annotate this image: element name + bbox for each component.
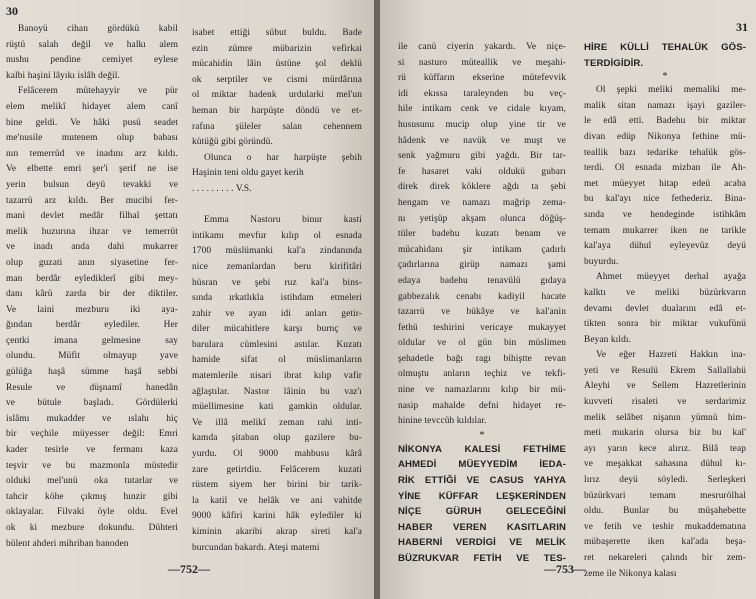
- text-line: oklayalar. Filvaki öyle oldu. Evel: [6, 507, 178, 518]
- text-line: mücahidin lâin üstüne şol deklü: [192, 59, 362, 70]
- left-page-number: 30: [6, 4, 18, 18]
- text-line: ve bütule başladı. Gördülerki: [6, 398, 178, 409]
- text-line: ve fetih ve teshir mukaddematına: [584, 521, 746, 532]
- text-line: sında ve hendeginde istihkâm: [584, 209, 746, 220]
- text-line: Ol şepki meliki memaliki me-: [596, 85, 746, 96]
- section-heading-line: HABERNİ VERDİGİ VE MELİK: [398, 537, 566, 549]
- text-line: kalbi haşini lâyıkı islâh değil.: [6, 70, 120, 81]
- text-line: nushu pendine cemiyet eylese: [6, 55, 178, 66]
- text-line: kalktı ve meliki büzürkvarın: [584, 287, 746, 298]
- text-line: ok serptiler ve cismi mürdârına: [192, 74, 362, 85]
- text-line: Emma Nastoru binur kasti: [204, 215, 362, 226]
- text-line: ve inadı anda dahi mukarrer: [6, 242, 178, 253]
- right-page-footer-number: —753—: [544, 562, 586, 576]
- text-line: idi ekıssa taraleynden bu veç-: [398, 88, 566, 99]
- text-line: sında ırkatlıkla istihdam etmeleri: [192, 293, 362, 304]
- text-line: burcundan bakardı. Ateşi matemi: [192, 542, 320, 553]
- text-line: ret nekareleri çalındı bir zem-: [584, 553, 746, 563]
- section-heading: [584, 40, 746, 71]
- section-heading-line: YİNE KÜFFAR LEŞKERİNDEN: [398, 490, 566, 502]
- section-heading-line: HABER VEREN KASITLARIN: [398, 521, 566, 533]
- text-line: bine geldi. Ve hâki pusü seadet: [6, 117, 178, 128]
- text-line: olmuştu anların teçhiz ve tekfi-: [398, 369, 566, 380]
- text-line: melik huzurına ihzar ve temerrüt: [6, 226, 178, 237]
- text-line: teallik bazı tedarike tehalük gös-: [584, 147, 746, 158]
- text-line: tüler badehu kuzatı benam ve: [398, 229, 566, 240]
- text-line: isabet ettiği sübut buldu. Bade: [192, 28, 362, 38]
- text-line: mani devlet medâr filhal şettatı: [6, 211, 178, 222]
- section-heading-line: NİÇE GÜRUH GELECEĞİNİ: [398, 506, 566, 518]
- text-line: 1700 müslümanki kal'a zindanında: [192, 246, 362, 257]
- text-line: ok ki mezbure dokundu. Dühteri: [6, 523, 178, 533]
- text-line: Beyan kıldı.: [584, 334, 632, 345]
- text-line: meti mukarin olursa biz bu kal': [584, 428, 746, 439]
- text-line: edaya badehu tenavülü gıdaya: [398, 275, 566, 286]
- text-line: kader tesirle ve fermanı kaza: [6, 445, 178, 456]
- text-line: tikten sonra bir miktar vukufünü: [584, 319, 746, 330]
- text-line: olundu. Müfit olmayup yave: [6, 351, 178, 362]
- right-page-column-1: [398, 40, 566, 567]
- text-line: rafına şüleler salan cehennem: [192, 121, 362, 132]
- left-page-footer-number: —752—: [168, 562, 210, 576]
- text-line: 9000 kâfiri karini hâk eylediler ki: [192, 511, 362, 522]
- text-line: diler mücahitlere karşı burnç ve: [192, 324, 362, 335]
- text-line: kamda şitaban olup gazilere bu-: [192, 433, 362, 444]
- text-line: Felâcerem mütehayyir ve pür: [18, 86, 178, 97]
- text-line: le edâ etti. Badehu bir miktar: [584, 116, 746, 127]
- text-line: rüstem siyem her birini bir tarik-: [192, 480, 362, 491]
- text-line: melik selâbet nişanın yümnü him-: [584, 412, 746, 423]
- text-line: la katil ve helâk ve ani vahitde: [192, 495, 362, 506]
- text-line: ağlaştılar. Nastor lâinin bu vaz'ı: [192, 386, 362, 397]
- text-line: şehadetle bağı ragı bihiştte revan: [398, 353, 566, 364]
- text-line: Ve illâ melikî zeman rahi inti-: [192, 417, 362, 428]
- text-line: Aleyhi ve Sellem Hazretlerinin: [584, 381, 746, 392]
- text-line: gülüğa haşâ sümme haşâ sebbi: [6, 367, 178, 378]
- section-heading: [398, 442, 566, 567]
- text-line: büzürkvari temam mesrurölhal: [584, 490, 746, 501]
- text-line: mücahidanı şir intikam çadırlı: [398, 244, 566, 255]
- text-line: teşvir ve bu mazmonla müstedir: [6, 460, 178, 471]
- text-line: bülent ahderi mihriban banoden: [6, 538, 129, 549]
- text-line: yerin bulsun deyü tevakki ve: [6, 179, 178, 190]
- text-line: [192, 198, 362, 214]
- text-line: ol miktar hadenk urdularki mel'un: [192, 90, 362, 101]
- text-line: intikamı mevfur kılıp ol esnada: [192, 230, 362, 241]
- text-line: nı yetişüp akşam olunca döğüş-: [398, 213, 566, 224]
- text-line: hengam ve namazı mağrip zema-: [398, 197, 566, 208]
- text-line: temam mukarrer iken ne tarikle: [584, 225, 746, 236]
- text-line: olduki mel'unü oka tutarlar ve: [6, 476, 178, 487]
- text-line: nın temerrüd ve inadını arz kıldı.: [6, 148, 178, 159]
- left-page-column-1: [6, 22, 178, 552]
- text-line: danı kârü zarda bir der diktiler.: [6, 289, 178, 300]
- text-line: fe hasaret vaki oldukü gubarı: [398, 166, 566, 177]
- text-line: yeti ve Resulü Ekrem Sallallahü: [584, 365, 746, 376]
- text-line: . . . . . . . . . V.S.: [192, 183, 252, 194]
- text-line: Ve eğer Hazreti Hakkın ina-: [596, 350, 746, 361]
- text-line: barulara cümlesini astılar. Kuzatı: [192, 339, 362, 350]
- text-line: ve meşakkat sahasına dühul kı-: [584, 459, 746, 470]
- text-line: si nasturo müteallik ve meşahi-: [398, 57, 566, 68]
- text-line: tazarrü arz kıldı. Ber mucibi fer-: [6, 195, 178, 206]
- text-line: tahcir köhe çıkmış hınzir gibi: [6, 491, 178, 502]
- text-line: Ve elbette emri şer'i şerif ne ise: [6, 164, 178, 175]
- text-line: direk direk köklere ağdı ta şebi: [398, 182, 566, 193]
- text-line: Ahmet müeyyet derhal ayağa: [596, 272, 746, 283]
- text-line: müellimesine kati gamkin oldular.: [192, 402, 362, 413]
- section-heading-line: NİKONYA KALESİ FETHİME: [398, 443, 566, 455]
- section-heading-line: RİK ETTİĞİ VE CASUS YAHYA: [398, 475, 566, 487]
- text-line: olup guzati anın siyasetine fer-: [6, 257, 178, 268]
- text-line: devamı devlet dualarını edâ et-: [584, 303, 746, 314]
- text-line: kuvveti risaleti ve serdarimiz: [584, 397, 746, 408]
- text-line: zahir ve ayan idi anları getir-: [192, 308, 362, 319]
- text-line: mübaşerette iken kal'ada beşa-: [584, 537, 746, 548]
- text-line: hususunu mucip olup yine tir ve: [398, 119, 566, 130]
- text-line: bir veçhile müyesser değil: Emri: [6, 429, 178, 440]
- left-page: [0, 0, 376, 599]
- text-line: nice zemanlardan beru kirifitâri: [192, 261, 362, 272]
- right-page: [380, 0, 756, 599]
- text-line: zare getirtdiu. Felâcerem kuzati: [192, 464, 362, 475]
- section-heading-line: AHMEDİ MÜEYYEDİM İEDA-: [398, 459, 566, 471]
- text-line: divan edüp Nikonya fethine mü-: [584, 131, 746, 142]
- right-page-number: 31: [736, 20, 748, 34]
- text-line: hüsran ve şebi ruz kal'a bins-: [192, 277, 362, 288]
- text-line: man berdâr eylediklerî gibi mey-: [6, 273, 178, 284]
- text-line: lırız deyü söyledi. Serleşkeri: [584, 475, 746, 486]
- text-line: kütüğü gibi göründü.: [192, 137, 273, 148]
- section-separator-asterisk: *: [479, 429, 485, 441]
- text-line: islâmı mukadder ve ıslahı hiç: [6, 413, 178, 424]
- text-line: hile intikam cenk ve cidale kıyam,: [398, 104, 566, 115]
- text-line: ayı yarın kece alırız. Bilâ teap: [584, 443, 746, 454]
- text-line: ğından berdâr eylediler. Her: [6, 320, 178, 331]
- text-line: çentki imana gelmesine say: [6, 335, 178, 346]
- left-page-column-2: [192, 26, 362, 556]
- text-line: nasip mahalde defni hidayet re-: [398, 400, 566, 411]
- text-line: terdi. Ol esnada mizban ile Ah-: [584, 163, 746, 174]
- text-line: ile canü ciyerin yakardı. Ve niçe-: [398, 42, 566, 52]
- text-line: ezin zümre mübarizin vefirkai: [192, 43, 362, 54]
- text-line: rüştü salah değil ve halkı alem: [6, 39, 178, 50]
- text-line: malik sitan namazı işayi gaziler-: [584, 100, 746, 111]
- text-line: kiminin akaribi akrap sireti kal'a: [192, 527, 362, 537]
- text-line: kal'aya dühul eyleyevüz deyü: [584, 241, 746, 252]
- text-line: bu kal'ayı nice fethederiz. Bina-: [584, 194, 746, 205]
- text-line: senk yağmuru gibi yağdı. Bir tar-: [398, 151, 566, 162]
- section-heading-line: TERDİGİDİR.: [584, 57, 644, 69]
- text-line: gabbezalık cenabı kadiyil hacate: [398, 291, 566, 302]
- text-line: hâdenk ve navük ve muşt ve: [398, 135, 566, 146]
- right-page-column-2: [584, 40, 746, 582]
- text-line: rü küffarın ekserine mütefevvik: [398, 73, 566, 84]
- section-heading-line: HİRE KÜLLİ TEHALÜK GÖS-: [584, 42, 746, 53]
- text-line: hinine tevccüh kıldılar.: [398, 416, 487, 427]
- text-line: Olunca o har harpüşte şebih: [204, 152, 362, 163]
- text-line: hamide sifat ol müslimanların: [192, 355, 362, 366]
- text-line: Haşinin teni oldu gayet kerih: [192, 168, 304, 179]
- text-line: çadırlarına girüp namazı şami: [398, 260, 566, 271]
- text-line: matemlerile nisari ibrat kılıp vafir: [192, 371, 362, 382]
- text-line: tazarrü ve bükâye ve kal'anin: [398, 307, 566, 318]
- section-heading-line: BÜZRUKVAR FETİH VE TES-: [398, 553, 566, 564]
- text-line: Ve laini mezburu iki aya-: [6, 304, 178, 315]
- text-line: fethü teshirini vericaye mukayyet: [398, 322, 566, 333]
- text-line: oldular ve ol gün bin müslimen: [398, 338, 566, 349]
- section-separator-asterisk: *: [662, 71, 668, 83]
- text-line: heman bir harpüşte döndü ve et-: [192, 105, 362, 116]
- text-line: yurdu. Ol 9000 mahbusu kârâ: [192, 449, 362, 460]
- text-line: met müeyyet hitap edeü acaba: [584, 178, 746, 189]
- text-line: elem melikî hidayet alem canî: [6, 101, 178, 112]
- text-line: nine ve namazlarını kılıp bir mü-: [398, 385, 566, 396]
- text-line: Resule ve düşnamî hanedân: [6, 382, 178, 393]
- text-line: zeme ile Nikonya kalası: [584, 568, 677, 579]
- text-line: oldu. Bunlar bu müşahebette: [584, 506, 746, 517]
- text-line: Banoyü cihan gördükü kabil: [18, 24, 178, 34]
- text-line: me'nusile mutenem olup babası: [6, 133, 178, 144]
- text-line: buyurdu.: [584, 256, 619, 267]
